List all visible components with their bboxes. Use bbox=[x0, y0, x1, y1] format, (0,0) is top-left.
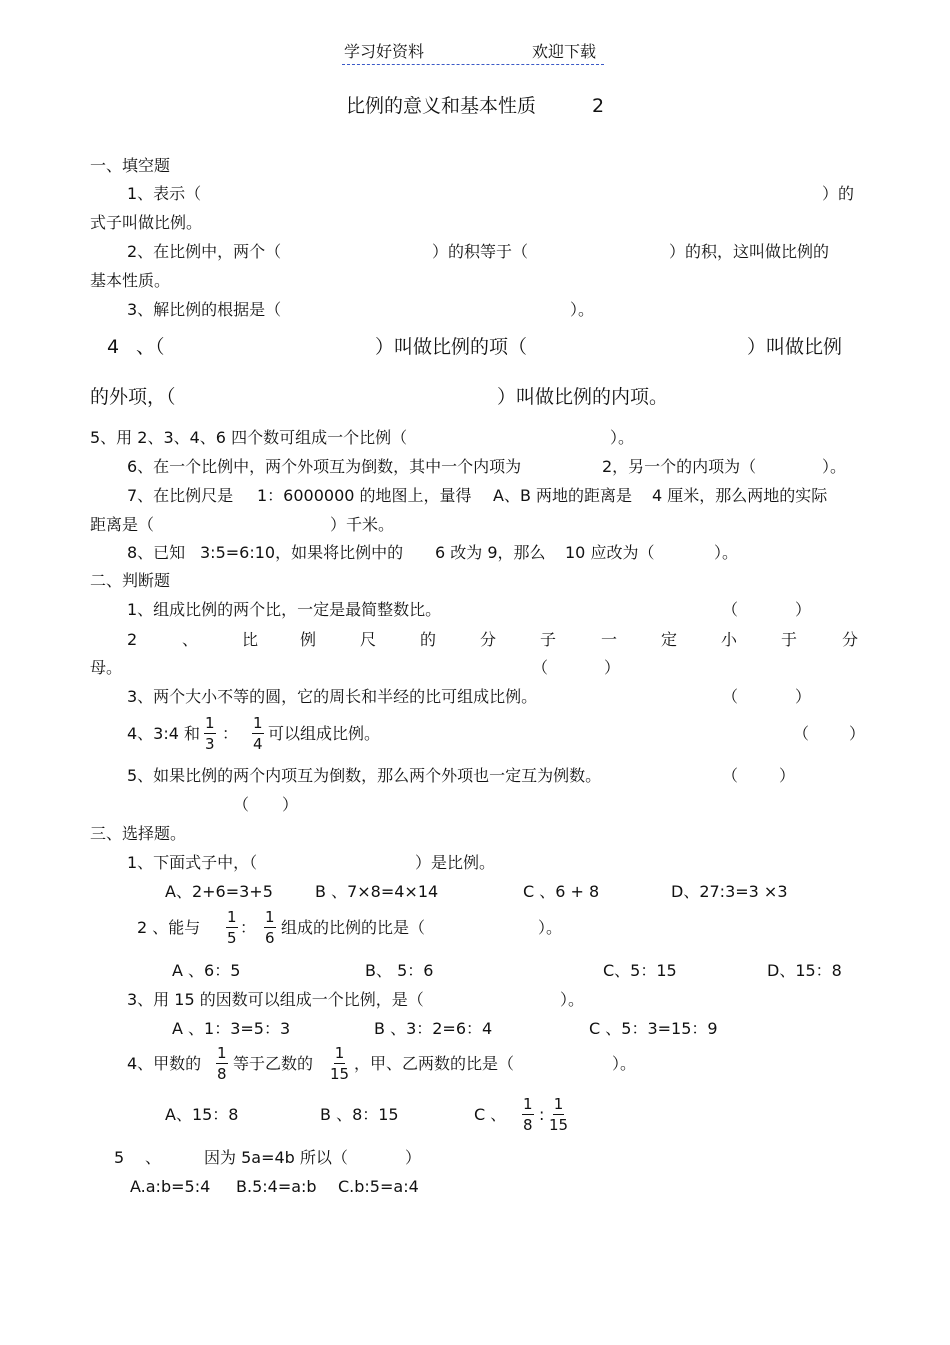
c5-option-c: C.b:5=a:4 bbox=[338, 1177, 419, 1196]
header-divider bbox=[342, 64, 604, 65]
j4-paren-left: （ bbox=[793, 724, 810, 743]
j2-char: 2 bbox=[127, 630, 138, 649]
fraction-denominator: 4 bbox=[253, 735, 263, 753]
q1-text-cont: 式子叫做比例。 bbox=[90, 213, 203, 232]
j2-char: 小 bbox=[721, 630, 738, 649]
q8-text: 8、已知 bbox=[127, 543, 186, 562]
j2-char: 例 bbox=[300, 630, 317, 649]
c4-option-c-fraction-1 bbox=[522, 1097, 534, 1133]
q7-text: 7、在比例尺是 bbox=[127, 486, 234, 505]
q8-text-b: 3:5=6:10，如果将比例中的 bbox=[200, 543, 404, 562]
q4-text-cont: 的外项，（ bbox=[90, 386, 176, 408]
q8-text-c: 6 改为 9，那么 bbox=[435, 543, 546, 562]
j2-char: 子 bbox=[540, 630, 557, 649]
j2-text-cont: 母。 bbox=[90, 658, 123, 677]
j4-fraction-1 bbox=[204, 716, 216, 752]
fraction-numerator: 1 bbox=[553, 1095, 564, 1113]
c5-option-b: B.5:4=a:b bbox=[236, 1177, 317, 1196]
c2-text-mid: 组成的比例的比是（ bbox=[281, 918, 426, 937]
c4-option-c-fraction-2 bbox=[549, 1097, 568, 1133]
fraction-denominator: 15 bbox=[330, 1065, 350, 1083]
q7-text-c: A、B 两地的距离是 bbox=[493, 486, 633, 505]
q2-text: 2、在比例中，两个（ bbox=[127, 242, 282, 261]
q4-text-mid: ）叫做比例的项（ bbox=[375, 336, 528, 358]
j2-char: 的 bbox=[420, 630, 437, 649]
j2-char: 、 bbox=[182, 630, 199, 649]
j4-colon: ： bbox=[222, 724, 239, 743]
j3-paren-left: （ bbox=[722, 687, 739, 706]
section-heading-choice: 三、选择题。 bbox=[90, 824, 187, 843]
fraction-denominator: 15 bbox=[549, 1116, 569, 1134]
c4-text: 4、甲数的 bbox=[127, 1054, 202, 1073]
c2-text-end: ）。 bbox=[538, 918, 563, 937]
j3-paren-right: ） bbox=[795, 687, 812, 706]
c5-option-a: A.a:b=5:4 bbox=[130, 1177, 211, 1196]
j2-paren-right: ） bbox=[604, 658, 621, 677]
c1-option-a: A、2+6=3+5 bbox=[165, 882, 273, 901]
q6-text-mid: 2，另一个的内项为（ bbox=[602, 457, 757, 476]
q7-text-d: 4 厘米，那么两地的实际 bbox=[652, 486, 828, 505]
j5-paren2-left: （ bbox=[233, 795, 250, 814]
c2-text: 2 、能与 bbox=[137, 918, 201, 937]
fraction-numerator: 1 bbox=[253, 714, 263, 732]
j5-paren-right: ） bbox=[779, 766, 796, 785]
fraction-denominator: 8 bbox=[217, 1065, 227, 1083]
c4-text-b: 等于乙数的 bbox=[233, 1054, 314, 1073]
section-heading-fill: 一、填空题 bbox=[90, 156, 171, 175]
j4-text-end: 可以组成比例。 bbox=[268, 724, 381, 743]
j4-paren-right: ） bbox=[849, 724, 866, 743]
q7-text-b: 1：6000000 的地图上，量得 bbox=[257, 486, 472, 505]
fraction-denominator: 6 bbox=[265, 929, 275, 947]
q4-text-cont-end: ）叫做比例的内项。 bbox=[497, 386, 669, 408]
c2-colon: ： bbox=[240, 918, 257, 937]
c1-option-c: C 、6 + 8 bbox=[523, 882, 600, 901]
q3-text: 3、解比例的根据是（ bbox=[127, 300, 282, 319]
c1-option-d: D、27:3=3 ×3 bbox=[671, 882, 788, 901]
j2-char: 比 bbox=[242, 630, 259, 649]
q2-text-mid: ）的积等于（ bbox=[432, 242, 529, 261]
q6-text: 6、在一个比例中，两个外项互为倒数，其中一个内项为 bbox=[127, 457, 522, 476]
c4-option-c-colon: : bbox=[539, 1105, 545, 1124]
q7-text-f: ）千米。 bbox=[330, 515, 395, 534]
q1-text: 1、表示（ bbox=[127, 184, 202, 203]
c5-text: 因为 5a=4b 所以（ bbox=[204, 1148, 348, 1167]
c4-option-c: C 、 bbox=[474, 1105, 507, 1124]
c3-text: 3、用 15 的因数可以组成一个比例，是（ bbox=[127, 990, 424, 1009]
fraction-denominator: 5 bbox=[227, 929, 237, 947]
fraction-numerator: 1 bbox=[205, 714, 215, 732]
c1-option-b: B 、7×8=4×14 bbox=[315, 882, 439, 901]
page-title-number: 2 bbox=[592, 95, 605, 117]
c4-text-c: ，甲、乙两数的比是（ bbox=[354, 1054, 515, 1073]
j1-text: 1、组成比例的两个比，一定是最简整数比。 bbox=[127, 600, 442, 619]
c3-option-b: B 、3：2=6：4 bbox=[374, 1019, 493, 1038]
c2-fraction-1 bbox=[226, 910, 238, 946]
c3-text-end: ）。 bbox=[560, 990, 585, 1009]
j5-text: 5、如果比例的两个内项互为倒数，那么两个外项也一定互为例数。 bbox=[127, 766, 602, 785]
fraction-numerator: 1 bbox=[227, 908, 237, 926]
c5-separator: 、 bbox=[145, 1148, 162, 1167]
c3-option-c: C 、5：3=15：9 bbox=[589, 1019, 718, 1038]
c2-option-b: B、 5：6 bbox=[365, 961, 434, 980]
fraction-numerator: 1 bbox=[334, 1044, 345, 1062]
c2-option-c: C、5：15 bbox=[603, 961, 677, 980]
c5-number: 5 bbox=[114, 1148, 125, 1167]
q8-text-d: 10 应改为（ bbox=[565, 543, 655, 562]
c1-text: 1、下面式子中，（ bbox=[127, 853, 258, 872]
q4-text-end: ）叫做比例 bbox=[747, 336, 843, 358]
header-right: 欢迎下载 bbox=[532, 42, 597, 61]
c3-option-a: A 、1：3=5：3 bbox=[172, 1019, 291, 1038]
c1-text-end: ）是比例。 bbox=[415, 853, 496, 872]
j2-char: 一 bbox=[601, 630, 618, 649]
fraction-numerator: 1 bbox=[523, 1095, 533, 1113]
fraction-numerator: 1 bbox=[265, 908, 275, 926]
j5-paren2-right: ） bbox=[282, 795, 299, 814]
j1-paren-left: （ bbox=[722, 600, 739, 619]
c5-text-end: ） bbox=[405, 1148, 422, 1167]
j3-text: 3、两个大小不等的圆，它的周长和半经的比可组成比例。 bbox=[127, 687, 538, 706]
j2-char: 于 bbox=[781, 630, 798, 649]
j5-paren-left: （ bbox=[722, 766, 739, 785]
c4-fraction-1 bbox=[216, 1046, 228, 1082]
page-title: 比例的意义和基本性质 bbox=[346, 95, 537, 117]
q2-text-cont: 基本性质。 bbox=[90, 271, 171, 290]
j4-fraction-2 bbox=[252, 716, 264, 752]
j1-paren-right: ） bbox=[795, 600, 812, 619]
q5-text: 5、用 2、3、4、6 四个数可组成一个比例（ bbox=[90, 428, 408, 447]
q8-text-e: ）。 bbox=[714, 543, 739, 562]
section-heading-judge: 二、判断题 bbox=[90, 571, 171, 590]
q3-text-end: ）。 bbox=[570, 300, 595, 319]
q7-text-e: 距离是（ bbox=[90, 515, 155, 534]
c4-text-end: ）。 bbox=[612, 1054, 637, 1073]
q6-text-end: ）。 bbox=[822, 457, 847, 476]
fraction-numerator: 1 bbox=[217, 1044, 227, 1062]
q4-number: 4 bbox=[107, 336, 120, 358]
fraction-denominator: 3 bbox=[205, 735, 215, 753]
c4-fraction-2 bbox=[330, 1046, 349, 1082]
q1-text-end: ）的 bbox=[822, 184, 855, 203]
j4-text: 4、3:4 bbox=[127, 724, 179, 743]
q4-text: 、（ bbox=[136, 336, 165, 358]
c2-fraction-2 bbox=[264, 910, 276, 946]
j2-char: 定 bbox=[661, 630, 678, 649]
c2-option-d: D、15：8 bbox=[767, 961, 842, 980]
header-left: 学习好资料 bbox=[344, 42, 425, 61]
j2-paren-left: （ bbox=[532, 658, 549, 677]
j2-char: 尺 bbox=[360, 630, 377, 649]
j4-text-and: 和 bbox=[184, 724, 201, 743]
j2-char: 分 bbox=[480, 630, 497, 649]
q5-text-end: ）。 bbox=[610, 428, 635, 447]
fraction-denominator: 8 bbox=[523, 1116, 533, 1134]
q2-text-end: ）的积，这叫做比例的 bbox=[669, 242, 830, 261]
c2-option-a: A 、6：5 bbox=[172, 961, 241, 980]
c4-option-b: B 、8：15 bbox=[320, 1105, 399, 1124]
j2-char: 分 bbox=[842, 630, 859, 649]
c4-option-a: A、15：8 bbox=[165, 1105, 239, 1124]
